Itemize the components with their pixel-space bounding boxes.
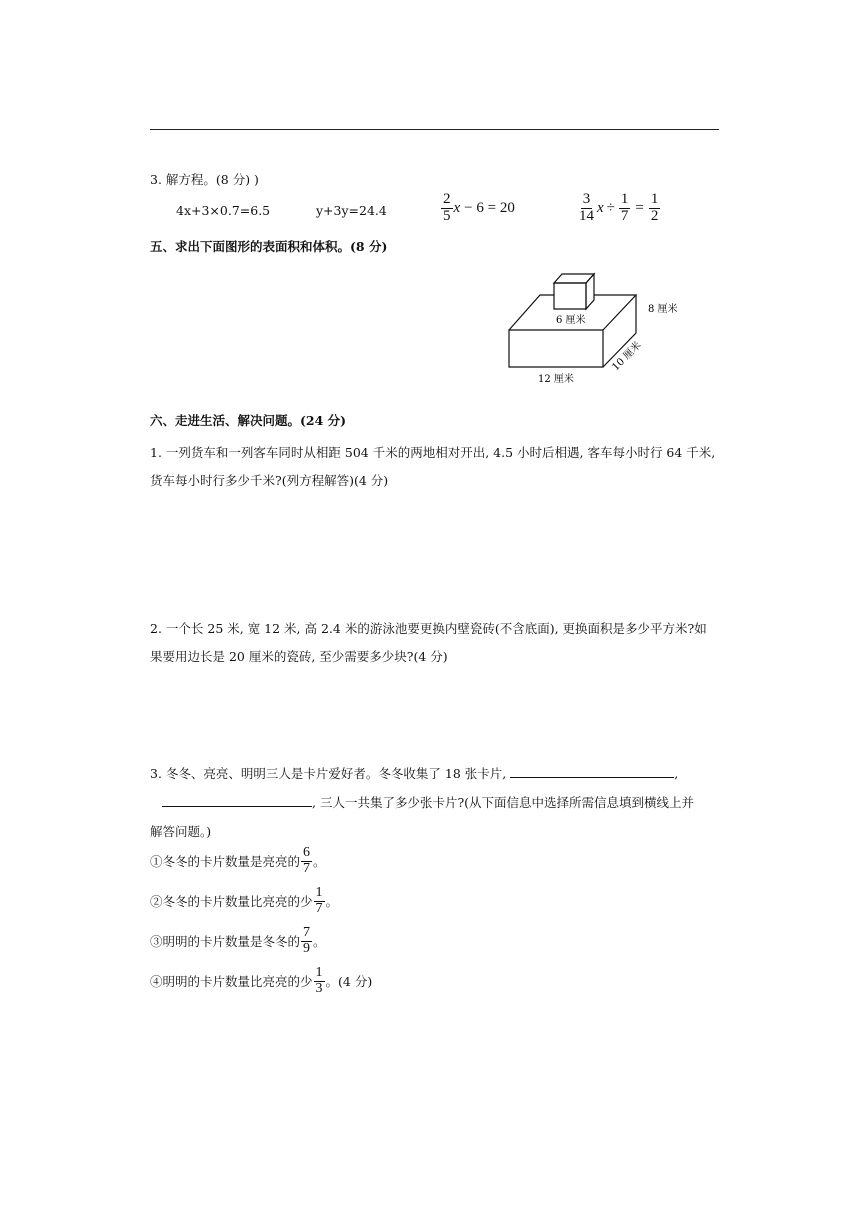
equals-sign: = [635, 199, 644, 216]
equation-3 [440, 192, 515, 225]
q3-line2-text: , 三人一共集了多少张卡片?(从下面信息中选择所需信息填到横线上并 [312, 795, 695, 810]
option-3 [150, 926, 326, 956]
equation-4 [576, 192, 661, 225]
fraction: $\frac{7}{9}$ [303, 925, 311, 956]
section5-title: 五、求出下面图形的表面积和体积。(8 分) [150, 239, 388, 254]
equation-1: 4x+3×0.7=6.5 [176, 203, 271, 218]
q3-line1-text: 3. 冬冬、亮亮、明明三人是卡片爱好者。冬冬收集了 18 张卡片, [150, 766, 507, 781]
fraction: $\frac{1}{7}$ [315, 885, 323, 916]
fraction: $\frac{1}{3}$ [315, 965, 323, 996]
fraction: $\frac{1}{2}$ [650, 191, 659, 224]
label-height: 8 厘米 [648, 304, 678, 315]
equation-2: y+3y=24.4 [316, 203, 387, 218]
cube-side [586, 274, 594, 309]
section3-title: 3. 解方程。(8 分) ) [150, 172, 259, 187]
variable: x [597, 199, 604, 216]
fraction: $\frac{3}{14}$ [579, 191, 594, 224]
option-text: ②冬冬的卡片数量比亮亮的少 [150, 894, 313, 910]
q2-line1: 2. 一个长 25 米, 宽 12 米, 高 2.4 米的游泳池要更换内壁瓷砖(不含底面), 更换面积是多少平方米?如 [150, 621, 707, 636]
q3-line1 [150, 764, 678, 782]
option-2 [150, 886, 338, 916]
variable: x [453, 199, 461, 216]
fraction: $\frac{6}{7}$ [303, 845, 311, 876]
option-text: ①冬冬的卡片数量是亮亮的 [150, 854, 301, 870]
option-4 [150, 966, 372, 996]
option-text: ④明明的卡片数量比亮亮的少 [150, 974, 313, 990]
q1-line1: 1. 一列货车和一列客车同时从相距 504 千米的两地相对开出, 4.5 小时后相遇, 客车每小时行 64 千米, [150, 445, 716, 460]
answer-blank-1[interactable] [510, 765, 674, 778]
option-tail: 。 [325, 894, 339, 910]
label-length: 12 厘米 [538, 374, 574, 385]
fraction: $\frac{2}{5}$ [443, 191, 451, 224]
option-tail: 。 [313, 854, 326, 870]
label-width: 10 厘米 [610, 339, 644, 374]
q3-line2 [162, 793, 694, 811]
option-tail: 。 [313, 934, 326, 950]
comma: , [674, 766, 679, 781]
divide-sign: ÷ [606, 199, 615, 216]
option-1 [150, 846, 326, 876]
section6-title: 六、走进生活、解决问题。(24 分) [150, 413, 347, 428]
box-front [509, 330, 603, 367]
cuboid-figure [500, 265, 700, 390]
label-top: 6 厘米 [556, 315, 586, 326]
option-text: ③明明的卡片数量是冬冬的 [150, 934, 301, 950]
q2-line2: 果要用边长是 20 厘米的瓷砖, 至少需要多少块?(4 分) [150, 649, 448, 664]
option-tail: 。(4 分) [325, 974, 373, 990]
answer-blank-2[interactable] [162, 794, 312, 807]
cube-front [554, 283, 586, 309]
fraction: $\frac{1}{7}$ [620, 191, 629, 224]
header-rule [150, 129, 719, 130]
box-top-left [509, 295, 554, 330]
q3-line3: 解答问题。) [150, 824, 212, 839]
q1-line2: 货车每小时行多少千米?(列方程解答)(4 分) [150, 473, 389, 488]
box-top-right [594, 295, 636, 330]
equation-rest: − 6 = 20 [464, 199, 515, 216]
